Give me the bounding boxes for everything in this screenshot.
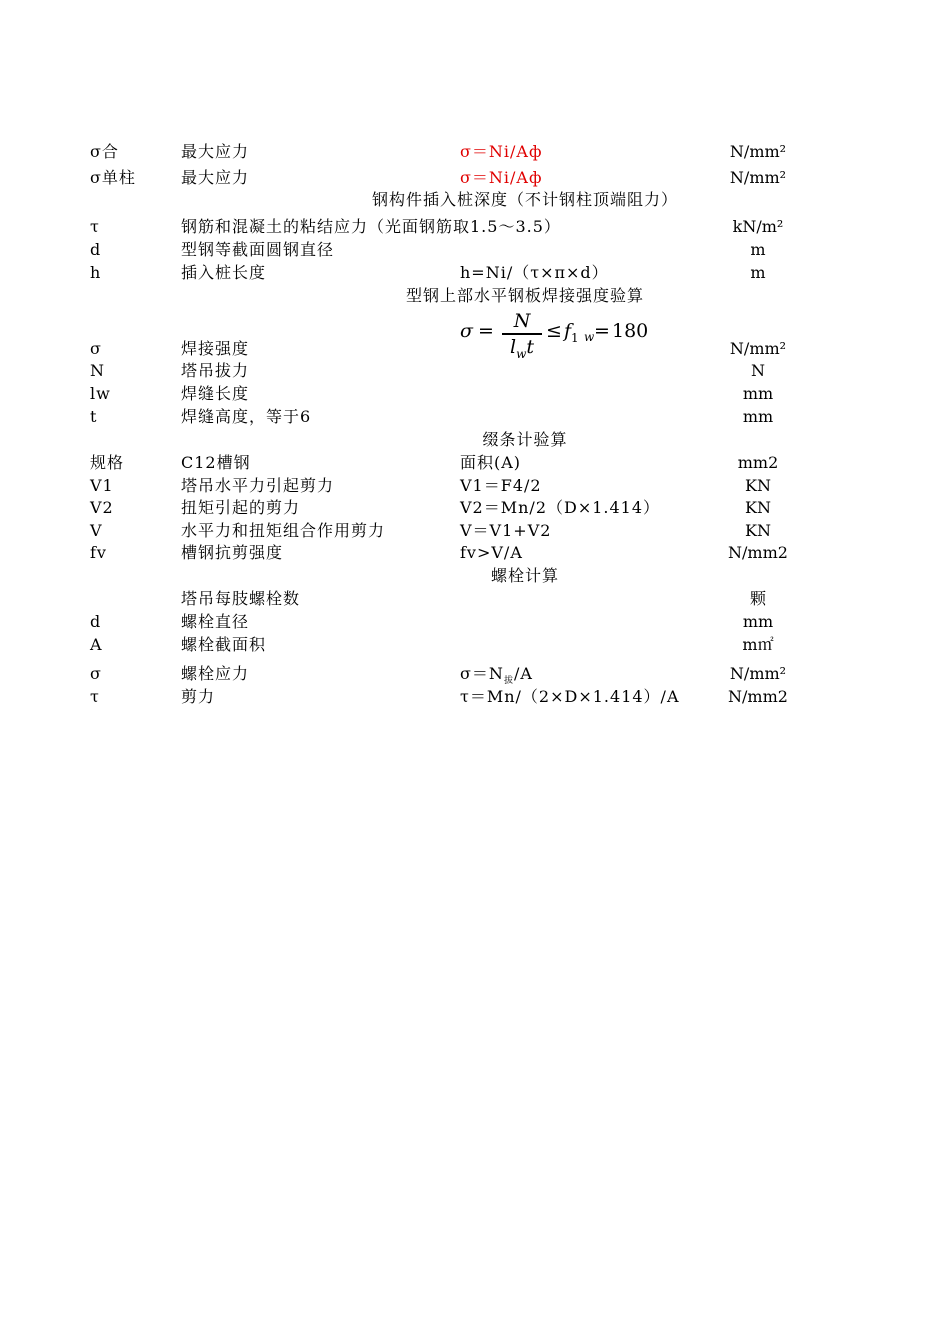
- row-weld-height: [0, 405, 950, 428]
- description-cell: 最大应力: [181, 168, 250, 187]
- symbol-cell: V: [90, 521, 103, 540]
- formula-equals: =: [478, 320, 494, 342]
- symbol-cell: 规格: [90, 453, 125, 472]
- unit-cell: N/mm2: [728, 543, 788, 562]
- formula-numerator: N: [513, 310, 531, 332]
- unit-cell: m: [750, 263, 766, 282]
- row-v2: [0, 496, 950, 519]
- description-cell: 钢筋和混凝土的粘结应力（光面钢筋取1.5～3.5）: [181, 217, 561, 236]
- row-insert-length: [0, 261, 950, 284]
- formula-cell: σ＝Ni/Aф: [460, 168, 543, 187]
- unit-cell: m㎡: [742, 635, 774, 654]
- formula-cell: V1＝F4/2: [460, 476, 542, 495]
- symbol-cell: d: [90, 240, 102, 259]
- section-title-bolt-calc: 螺栓计算: [490, 566, 559, 585]
- symbol-cell: σ: [90, 339, 102, 358]
- row-bond-stress: [0, 215, 950, 238]
- section-title-lacing-check: 缀条计验算: [482, 430, 568, 449]
- formula-main: σ＝N: [460, 664, 504, 683]
- description-cell: 焊缝长度: [181, 384, 250, 403]
- symbol-cell: h: [90, 263, 102, 282]
- unit-cell: N/mm²: [729, 168, 787, 187]
- formula-less-equal: ≤: [546, 320, 562, 342]
- row-bolt-count: [0, 587, 950, 610]
- formula-cell: σ＝Ni/Aф: [460, 142, 543, 161]
- row-fv: [0, 541, 950, 564]
- description-cell: 剪力: [181, 687, 216, 706]
- row-bolt-stress: [0, 662, 950, 685]
- symbol-cell: τ: [90, 217, 100, 236]
- symbol-cell: N: [90, 361, 105, 380]
- description-cell: 插入桩长度: [181, 263, 267, 282]
- formula-cell: h=Ni/（τ×π×d）: [460, 263, 609, 282]
- row-section-diameter: [0, 238, 950, 261]
- description-cell: 焊缝高度，等于6: [181, 407, 312, 426]
- description-cell: 最大应力: [181, 142, 250, 161]
- description-cell: C12槽钢: [181, 453, 251, 472]
- symbol-cell: V1: [90, 476, 114, 495]
- unit-cell: N/mm2: [728, 687, 788, 706]
- unit-cell: mm2: [737, 453, 779, 472]
- formula-sigma: σ: [460, 320, 473, 342]
- formula-w: w: [584, 330, 595, 344]
- symbol-cell: t: [90, 407, 98, 426]
- symbol-cell: σ单柱: [90, 168, 136, 187]
- unit-cell: mm: [742, 612, 774, 631]
- fraction-bar: [502, 333, 542, 335]
- symbol-cell: A: [90, 635, 103, 654]
- row-v: [0, 519, 950, 542]
- row-bolt-area: [0, 633, 950, 656]
- description-cell: 扭矩引起的剪力: [181, 498, 301, 517]
- unit-cell: KN: [745, 521, 771, 540]
- unit-cell: mm: [742, 407, 774, 426]
- formula-equals-2: =: [594, 320, 610, 342]
- unit-cell: KN: [745, 476, 771, 495]
- unit-cell: N/mm²: [729, 142, 787, 161]
- row-shear: [0, 685, 950, 708]
- row-bolt-diameter: [0, 610, 950, 633]
- formula-cell: fv>V/A: [460, 543, 523, 562]
- unit-cell: KN: [745, 498, 771, 517]
- description-cell: 塔吊每肢螺栓数: [181, 589, 301, 608]
- formula-cell: 面积(A): [460, 453, 522, 472]
- formula-t: t: [526, 335, 534, 358]
- row-spec: [0, 451, 950, 474]
- symbol-cell: lw: [90, 384, 111, 403]
- description-cell: 螺栓截面积: [181, 635, 267, 654]
- section-title-weld-check: 型钢上部水平钢板焊接强度验算: [405, 286, 644, 305]
- formula-subscript: 拔: [503, 676, 514, 687]
- symbol-cell: σ合: [90, 142, 119, 161]
- unit-cell: m: [750, 240, 766, 259]
- unit-cell: N/mm²: [729, 664, 787, 683]
- formula-l: l: [510, 335, 517, 358]
- formula-cell: V2＝Mn/2（D×1.414）: [460, 498, 661, 517]
- formula-cell: τ＝Mn/（2×D×1.414）/A: [460, 687, 680, 706]
- description-cell: 焊接强度: [181, 339, 250, 358]
- formula-tail: /A: [513, 664, 533, 683]
- unit-cell: N: [751, 361, 765, 380]
- row-sigma-single-column: [0, 166, 950, 189]
- description-cell: 塔吊水平力引起剪力: [181, 476, 335, 495]
- formula-f-symbol: f: [564, 320, 572, 342]
- description-cell: 水平力和扭矩组合作用剪力: [181, 521, 386, 540]
- description-cell: 螺栓直径: [181, 612, 250, 631]
- description-cell: 塔吊拔力: [181, 361, 250, 380]
- formula-cell: V＝V1+V2: [460, 521, 552, 540]
- formula-l-subscript: w: [516, 346, 527, 361]
- symbol-cell: σ: [90, 664, 102, 683]
- description-cell: 型钢等截面圆钢直径: [181, 240, 335, 259]
- section-title-pile-depth: 钢构件插入桩深度（不计钢柱顶端阻力）: [371, 190, 678, 209]
- row-weld-strength: [0, 337, 950, 360]
- symbol-cell: fv: [90, 543, 107, 562]
- description-cell: 槽钢抗剪强度: [181, 543, 284, 562]
- row-uplift-force: [0, 359, 950, 382]
- unit-cell: mm: [742, 384, 774, 403]
- symbol-cell: d: [90, 612, 102, 631]
- unit-cell: kN/m²: [732, 217, 784, 236]
- formula-cell: [460, 662, 533, 685]
- symbol-cell: τ: [90, 687, 100, 706]
- row-weld-length: [0, 382, 950, 405]
- row-v1: [0, 474, 950, 497]
- symbol-cell: V2: [90, 498, 114, 517]
- formula-value: 180: [612, 320, 649, 342]
- description-cell: 螺栓应力: [181, 664, 250, 683]
- unit-cell: 颗: [749, 589, 766, 608]
- row-sigma-combined: [0, 140, 950, 163]
- unit-cell: N/mm²: [729, 339, 787, 358]
- formula-f-subscript: 1: [571, 330, 579, 345]
